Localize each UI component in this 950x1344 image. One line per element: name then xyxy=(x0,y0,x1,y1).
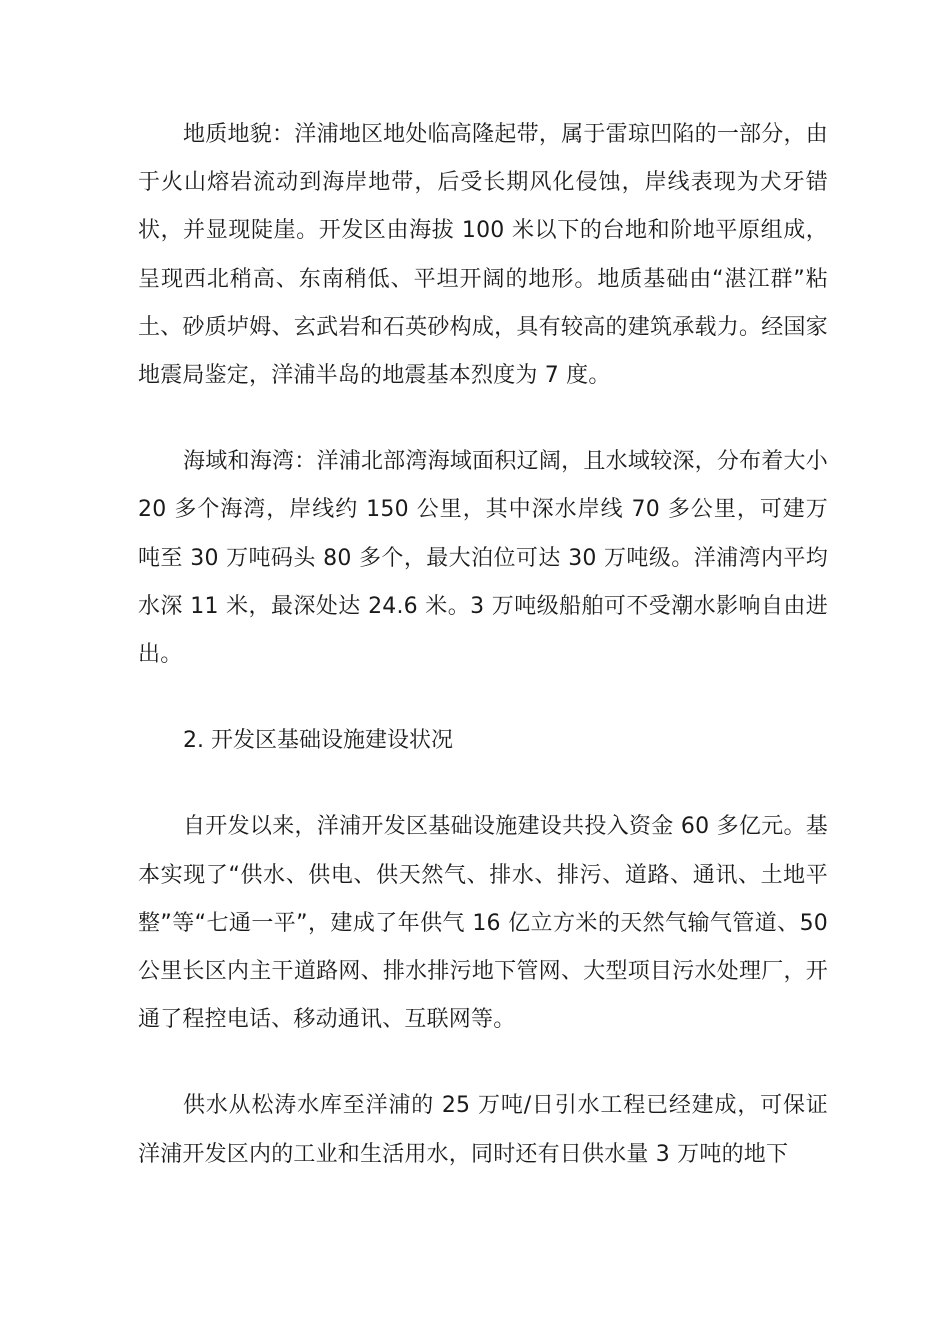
paragraph-infrastructure: 自开发以来，洋浦开发区基础设施建设共投入资金 60 多亿元。基本实现了“供水、供电、供天然气、排水、排污、道路、通讯、土地平整”等“七通一平”，建成了年供气 16 亿立方米的天然气输气管道、50 公里长区内主干道路网、排水排污地下管网、大型项目污水处理厂，开通了程控电话、移动通讯、互联网等。 xyxy=(138,814,828,1033)
section-heading: 2. 开发区基础设施建设状况 xyxy=(183,728,453,754)
document-page xyxy=(138,111,828,1179)
paragraph-sea-area: 海域和海湾：洋浦北部湾海域面积辽阔，且水域较深，分布着大小 20 多个海湾，岸线约 150 公里，其中深水岸线 70 多公里，可建万吨至 30 万吨码头 80 多个，最大泊位可达 30 万吨级。洋浦湾内平均水深 11 米，最深处达 24.6 米。3 万吨级船舶可不受潮水影响自由进出。 xyxy=(138,449,828,668)
paragraph-geology: 地质地貌：洋浦地区地处临高隆起带，属于雷琼凹陷的一部分，由于火山熔岩流动到海岸地带，后受长期风化侵蚀，岸线表现为犬牙错状，并显现陡崖。开发区由海拔 100 米以下的台地和阶地平原组成，呈现西北稍高、东南稍低、平坦开阔的地形。地质基础由“湛江群”粘土、砂质垆姆、玄武岩和石英砂构成，具有较高的建筑承载力。经国家地震局鉴定，洋浦半岛的地震基本烈度为 7 度。 xyxy=(138,122,828,389)
paragraph-water-supply: 供水从松涛水库至洋浦的 25 万吨/日引水工程已经建成，可保证洋浦开发区内的工业和生活用水，同时还有日供水量 3 万吨的地下 xyxy=(138,1093,828,1167)
